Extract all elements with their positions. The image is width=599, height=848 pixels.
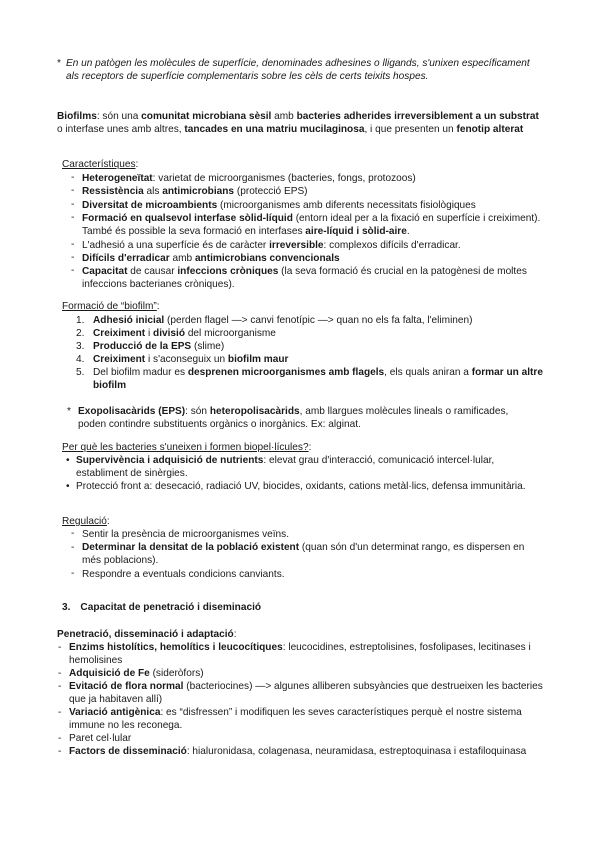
list-item: Sentir la presència de microorganismes veïns. [82,529,290,540]
list-number: 3. [76,341,85,352]
list-item: Ressistència als antimicrobians (protecció EPS) [82,186,308,197]
list-item: L'adhesió a una superfície és de caràcter irreversible: complexos difícils d'erradicar. [82,240,461,251]
list-number: 1. [76,315,85,326]
eps-note: Exopolisacàrids (EPS): són heteropolisacàrids, amb llargues molècules lineals o ramificades, poden contindre substituents orgànics o inorgànics. Ex: alginat. [78,406,509,431]
asterisk-bullet: * [57,58,61,69]
list-item: Formació en qualsevol interfase sòlid-líquid (entorn ideal per a la fixació en superfície i creiximent). També és possible la seva formació en interfases aire-líquid i sòlid-aire. [82,213,541,238]
perque-heading: Per què les bacteries s'uneixen i formen biopel·lícules?: [62,442,312,453]
list-item: Creiximent i divisió del microorganisme [93,328,276,339]
regulacio-heading: Regulació: [62,516,110,527]
dash-bullet: - [71,185,75,196]
dot-bullet: • [66,455,70,466]
dash-bullet: - [71,542,75,553]
dash-bullet: - [58,668,62,679]
penetracio-heading: Penetració, disseminació i adaptació: [57,629,237,640]
caracteristiques-heading [62,158,138,171]
def-text: o interfase unes amb altres, [57,124,185,136]
list-item: Del biofilm madur es desprenen microorganismes amb flagels, els quals aniran a formar un altre biofilm [93,367,543,392]
dash-bullet: - [58,707,62,718]
list-item: Diversitat de microambients (microorganismes amb diferents necessitats fisiològiques [82,200,476,211]
def-bold: tancades en una matriu mucilaginosa [184,124,365,136]
list-item: Creiximent i s'aconseguix un biofilm maur [93,354,289,365]
biofilms-definition [57,110,547,137]
list-item: Producció de la EPS (slime) [93,341,225,352]
list-item: Variació antigènica: es “disfressen” i modifiquen les seves característiques perquè el nostre sistema immune no les reconega. [69,707,522,732]
list-item: Capacitat de causar infeccions cròniques (la seva formació és crucial en la patogènesi de moltes infeccions bacterianes cròniques). [82,266,527,291]
list-item: Supervivència i adquisició de nutrients: elevat grau d'interacció, comunicació intercel·lular, establiment de sinèrgies. [76,455,495,480]
list-item: Adquisició de Fe (sideròfors) [69,668,204,679]
list-item: Respondre a eventuals condicions canviants. [82,569,285,580]
dash-bullet: - [71,528,75,539]
list-item: Factors de disseminació: hialuronidasa, colagenasa, neuramidasa, estreptoquinasa i estafiloquinasa [69,746,527,757]
dash-bullet: - [71,239,75,250]
dash-bullet: - [71,252,75,263]
list-number: 5. [76,367,85,378]
list-item: Paret cel·lular [69,733,132,744]
def-text: : són una [96,111,142,122]
dash-bullet: - [71,265,75,276]
dash-bullet: - [71,212,75,223]
list-item: Enzims histolítics, hemolítics i leucocítiques: leucocidines, estreptolisines, fosfolipases, lecitinases i hemolisines [69,642,531,667]
list-item: Heterogeneïtat: varietat de microorganismes (bacteries, fongs, protozoos) [82,173,416,184]
list-number: 4. [76,354,85,365]
heading-text: Característiques [62,159,136,170]
dash-bullet: - [58,642,62,653]
dash-bullet: - [58,746,62,757]
dash-bullet: - [71,199,75,210]
def-bold: bacteries adherides irreversiblement a un substrat [296,111,539,122]
dash-bullet: - [71,172,75,183]
formacio-heading: Formació de “biofilm”: [62,301,160,312]
def-text: , i que presenten un [364,124,457,136]
def-text: amb [271,111,297,122]
list-item: Evitació de flora normal (bacteriocines) —> algunes alliberen subsyàncies que destrueixen les bacteries que ja habitaven allí) [69,681,543,706]
heading-colon: : [135,159,139,170]
dash-bullet: - [58,733,62,744]
list-number: 2. [76,328,85,339]
list-item: Difícils d'erradicar amb antimicrobians convencionals [82,253,340,264]
intro-note: En un patògen les molècules de superfície, denominades adhesines o lligands, s'unixen específicament als receptors de superfície complementaris sobre les cèls de certs teixits hospes. [66,58,530,83]
dash-bullet: - [71,568,75,579]
list-item: Protecció front a: desecació, radiació UV, biocides, oxidants, cations metàl·lics, defensa immunitària. [76,481,526,492]
def-bold: fenotip alterat [456,124,524,136]
dot-bullet: • [66,481,70,492]
def-bold: comunitat microbiana sèsil [141,111,272,122]
asterisk-bullet: * [67,406,71,417]
section-3-heading: 3. Capacitat de penetració i diseminació [62,602,262,613]
list-item: Adhesió inicial (perden flagel —> canvi fenotípic —> quan no els fa falta, l'eliminen) [93,315,473,326]
list-item: Determinar la densitat de la població existent (quan són d'un determinat rango, es dispersen en més poblacions). [82,542,525,567]
biofilms-term: Biofilms [57,111,97,122]
dash-bullet: - [58,681,62,692]
